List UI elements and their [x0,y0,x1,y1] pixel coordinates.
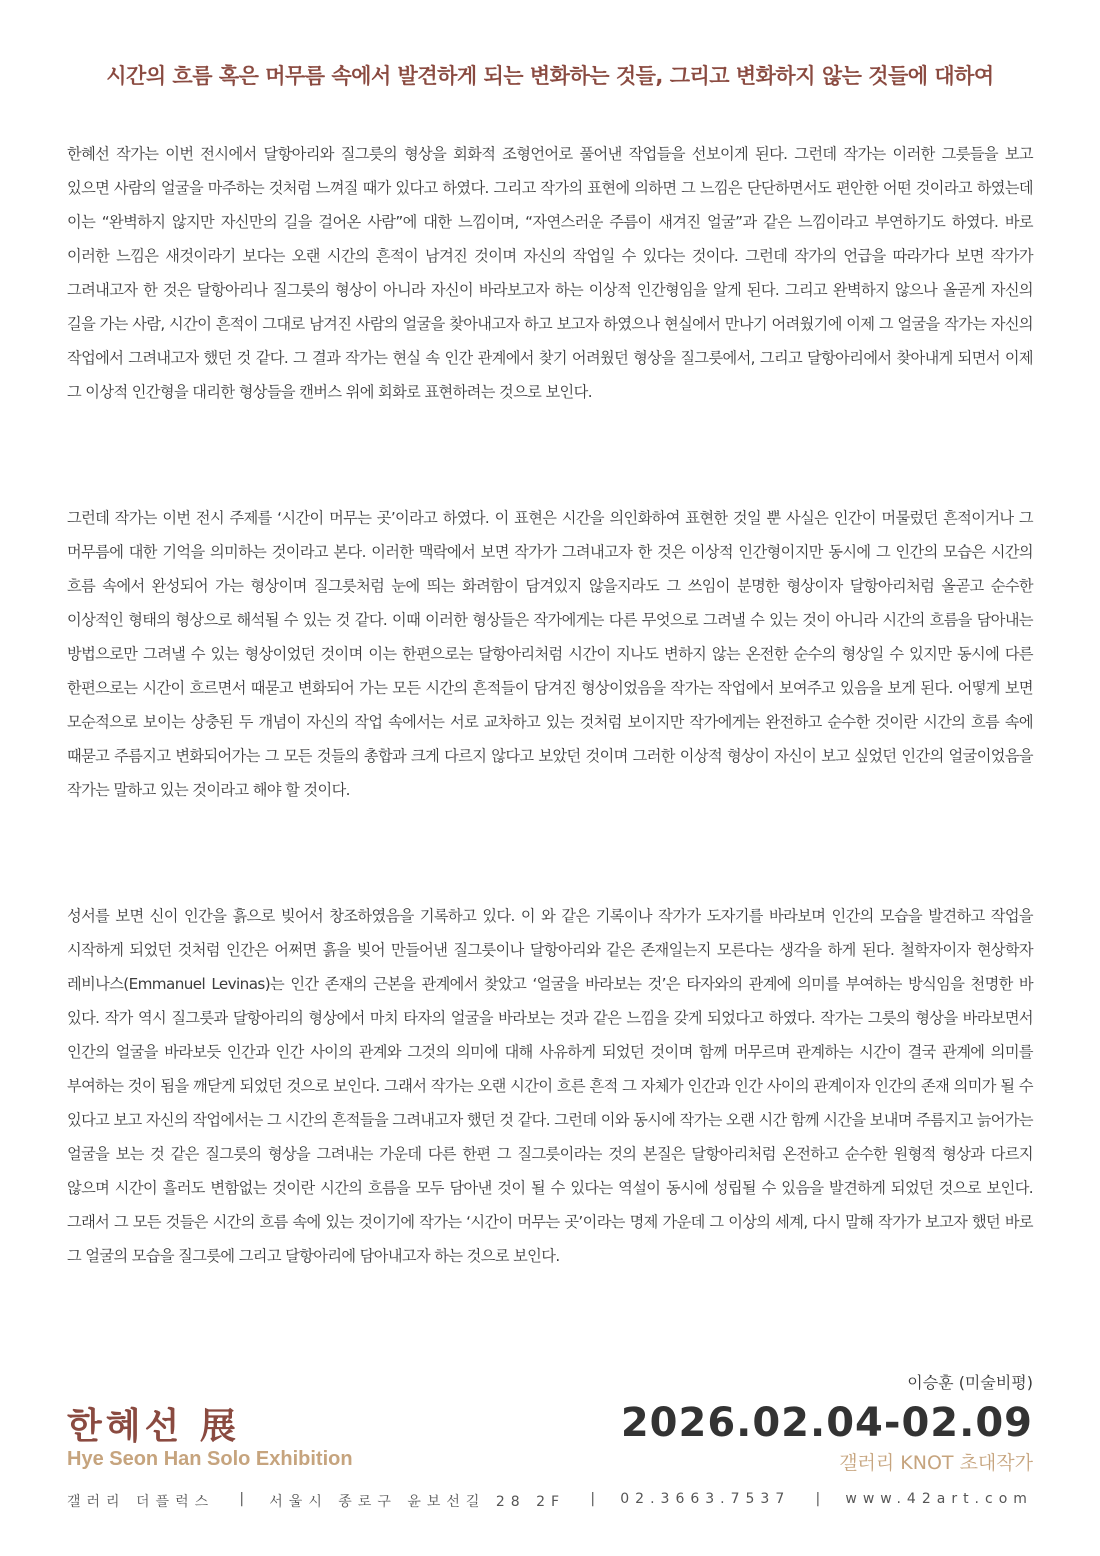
footer-separator: | [590,1491,596,1507]
invited-artist-label: 갤러리 KNOT 초대작가 [839,1452,1033,1474]
exhibition-subtitle: Hye Seon Han Solo Exhibition [67,1448,353,1470]
footer-separator: | [815,1491,821,1507]
critic-credit: 이승훈 (미술비평) [907,1373,1033,1392]
exhibition-title: 한혜선 展 [67,1406,240,1447]
exhibition-dates: 2026.02.04-02.09 [620,1400,1033,1446]
footer-info [67,1491,1033,1511]
footer-gallery: 갤러리 더플럭스 [67,1494,215,1510]
essay-paragraph-2: 그런데 작가는 이번 전시 주제를 ‘시간이 머무는 곳’이라고 하였다. 이 표현은 시간을 의인화하여 표현한 것일 뿐 사실은 인간이 머물렀던 흔적이거나 그 머무름에 대한 기억을 의미하는 것이라고 본다. 이러한 맥락에서 보면 작가가 그려내고자 한 것은 이상적 인간형이지만 동시에 그 인간의 모습은 시간의 흐름 속에서 완성되어 가는 형상이며 질그릇처럼 눈에 띄는 화려함이 담겨있지 않을지라도 그 쓰임이 분명한 형상이자 달항아리처럼 올곧고 순수한 이상적인 형태의 형상으로 해석될 수 있는 것 같다. 이때 이러한 형상들은 작가에게는 다른 무엇으로 그려낼 수 있는 것이 아니라 시간의 흐름을 담아내는 방법으로만 그려낼 수 있는 형상이었던 것이며 이는 한편으로는 달항아리처럼 시간이 지나도 변하지 않는 온전한 순수의 형상일 수 있지만 동시에 다른 한편으로는 시간이 흐르면서 때묻고 변화되어 가는 모든 시간의 흔적들이 담겨진 형상이었음을 작가는 작업에서 보여주고 있음을 보게 된다. 어떻게 보면 모순적으로 보이는 상충된 두 개념이 자신의 작업 속에서는 서로 교차하고 있는 것처럼 보이지만 작가에게는 완전하고 순수한 것이란 시간의 흐름 속에 때묻고 주름지고 변화되어가는 그 모든 것들의 총합과 크게 다르지 않다고 보았던 것이며 그러한 이상적 형상이 자신이 보고 싶었던 인간의 얼굴이었음을 작가는 말하고 있는 것이라고 해야 할 것이다. [67,509,1033,799]
essay-title: 시간의 흐름 혹은 머무름 속에서 발견하게 되는 변화하는 것들, 그리고 변화하지 않는 것들에 대하여 [106,64,994,88]
footer-separator: | [239,1491,245,1507]
essay-paragraph-3: 성서를 보면 신이 인간을 흙으로 빚어서 창조하였음을 기록하고 있다. 이 와 같은 기록이나 작가가 도자기를 바라보며 인간의 모습을 발견하고 작업을 시작하게 되었던 것처럼 인간은 어쩌면 흙을 빚어 만들어낸 질그릇이나 달항아리와 같은 존재일는지 모른다는 생각을 하게 된다. 철학자이자 현상학자 레비나스(Emmanuel Levinas)는 인간 존재의 근본을 관계에서 찾았고 ‘얼굴을 바라보는 것’은 타자와의 관계에 의미를 부여하는 방식임을 천명한 바 있다. 작가 역시 질그릇과 달항아리의 형상에서 마치 타자의 얼굴을 바라보는 것과 같은 느낌을 갖게 되었다고 하였다. 작가는 그릇의 형상을 바라보면서 인간의 얼굴을 바라보듯 인간과 인간 사이의 관계와 그것의 의미에 대해 사유하게 되었던 것이며 함께 머무르며 관계하는 시간이 결국 관계에 의미를 부여하는 것이 됨을 깨닫게 되었던 것으로 보인다. 그래서 작가는 오랜 시간이 흐른 흔적 그 자체가 인간과 인간 사이의 관계이자 인간의 존재 의미가 될 수 있다고 보고 자신의 작업에서는 그 시간의 흔적들을 그려내고자 했던 것 같다. 그런데 이와 동시에 작가는 오랜 시간 함께 시간을 보내며 주름지고 늙어가는 얼굴을 보는 것 같은 질그릇의 형상을 그려내는 가운데 다른 한편 그 질그릇이라는 것의 본질은 달항아리처럼 온전하고 순수한 원형적 형상과 다르지 않으며 시간이 흘러도 변함없는 것이란 시간의 흐름을 모두 담아낸 것이 될 수 있다는 역설이 동시에 성립될 수 있음을 발견하게 되었던 것으로 보인다. 그래서 그 모든 것들은 시간의 흐름 속에 있는 것이기에 작가는 ‘시간이 머무는 곳’이라는 명제 가운데 그 이상의 세계, 다시 말해 작가가 보고자 했던 바로 그 얼굴의 모습을 질그릇에 그리고 달항아리에 담아내고자 하는 것으로 보인다. [67,907,1033,1265]
footer-address: 서울시 종로구 윤보선길 28 2F [269,1494,566,1510]
footer-website[interactable]: www.42art.com [845,1491,1033,1507]
footer-phone: 02.3663.7537 [620,1491,791,1507]
essay-paragraph-1: 한혜선 작가는 이번 전시에서 달항아리와 질그릇의 형상을 회화적 조형언어로 풀어낸 작업들을 선보이게 된다. 그런데 작가는 이러한 그릇들을 보고 있으면 사람의 얼굴을 마주하는 것처럼 느껴질 때가 있다고 하였다. 그리고 작가의 표현에 의하면 그 느낌은 단단하면서도 편안한 어떤 것이라고 하였는데 이는 “완벽하지 않지만 자신만의 길을 걸어온 사람”에 대한 느낌이며, “자연스러운 주름이 새겨진 얼굴”과 같은 느낌이라고 부연하기도 하였다. 바로 이러한 느낌은 새것이라기 보다는 오랜 시간의 흔적이 남겨진 것이며 자신의 작업일 수 있다는 것이다. 그런데 작가의 언급을 따라가다 보면 작가가 그려내고자 한 것은 달항아리나 질그릇의 형상이 아니라 자신이 바라보고자 하는 이상적 인간형임을 알게 된다. 그리고 완벽하지 않으나 올곧게 자신의 길을 가는 사람, 시간이 흔적이 그대로 남겨진 사람의 얼굴을 찾아내고자 하고 보고자 하였으나 현실에서 만나기 어려웠기에 이제 그 얼굴을 작가는 자신의 작업에서 그려내고자 했던 것 같다. 그 결과 작가는 현실 속 인간 관계에서 찾기 어려웠던 형상을 질그릇에서, 그리고 달항아리에서 찾아내게 되면서 이제 그 이상적 인간형을 대리한 형상들을 캔버스 위에 회화로 표현하려는 것으로 보인다. [67,145,1033,401]
